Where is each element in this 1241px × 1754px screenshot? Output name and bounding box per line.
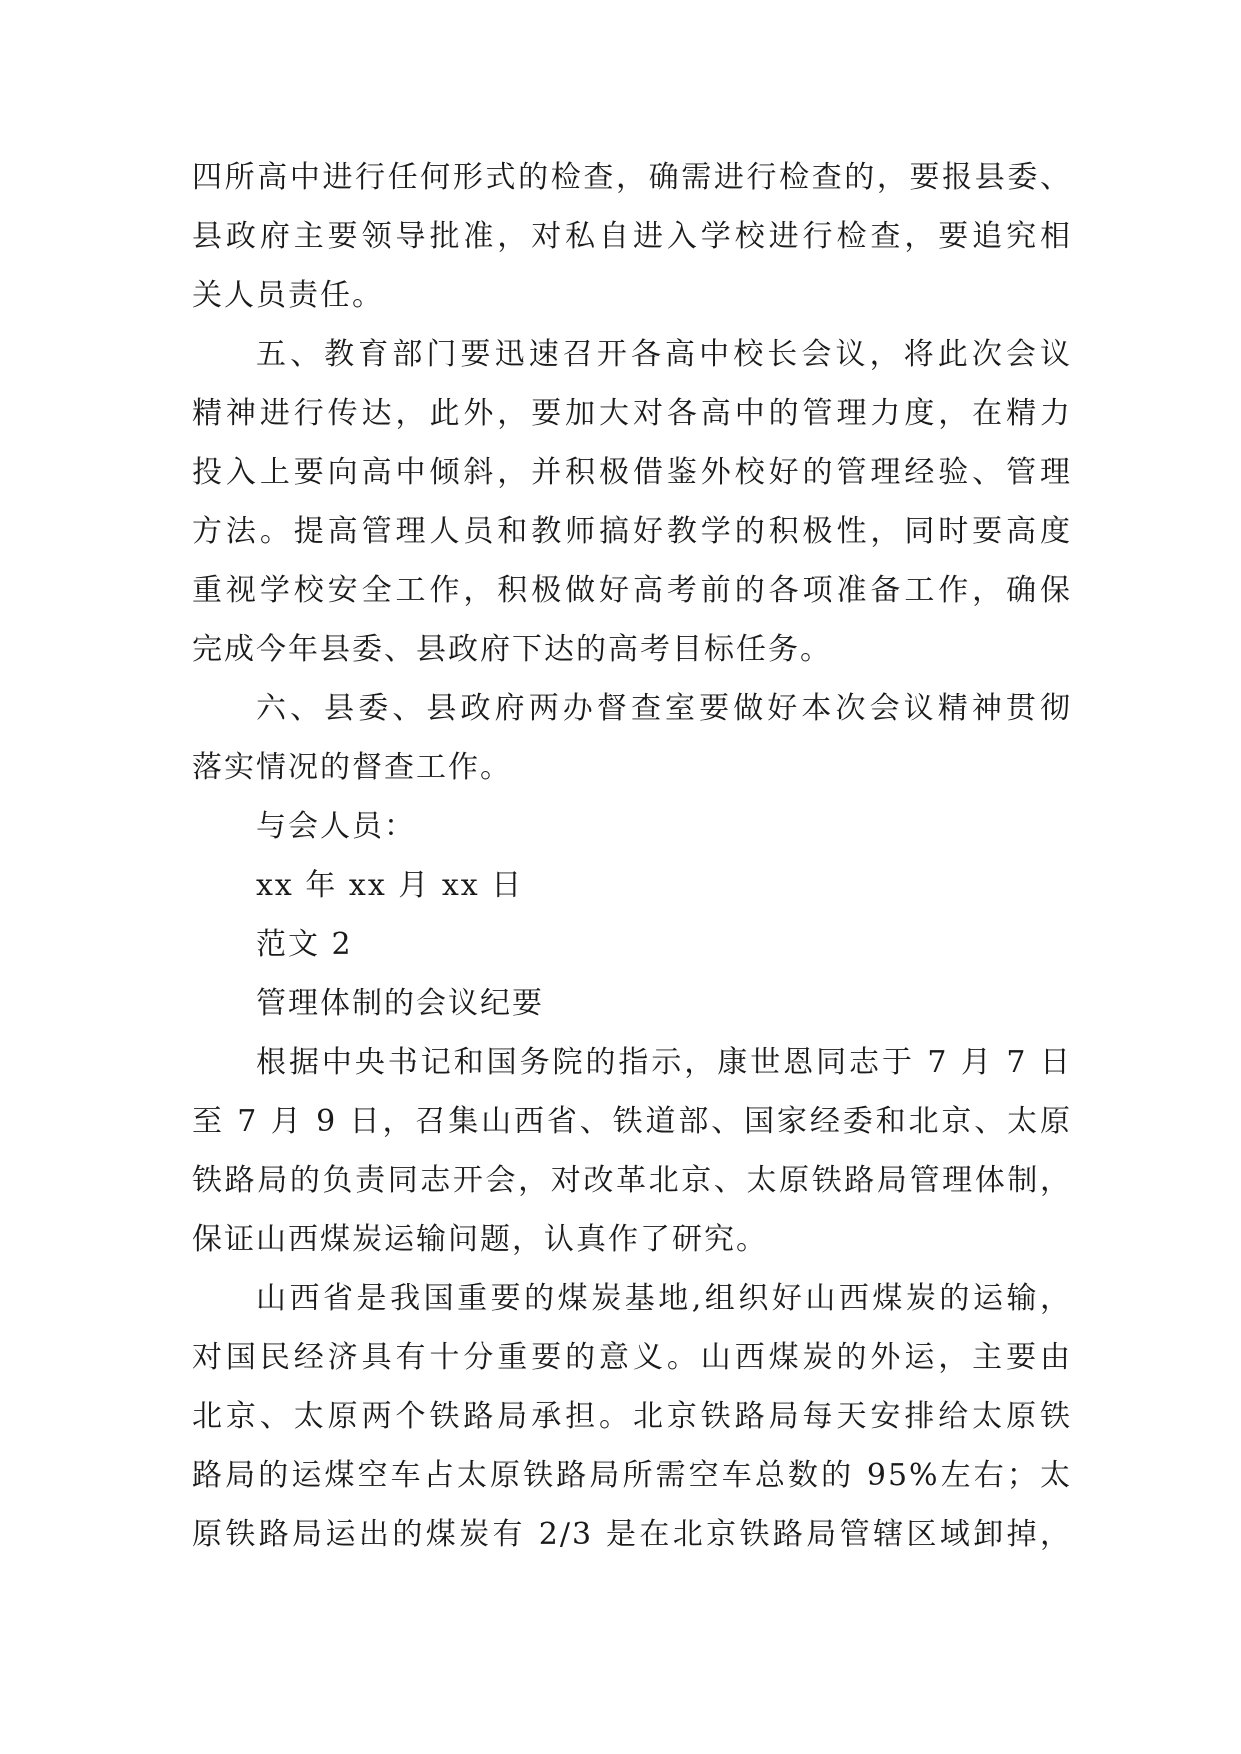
paragraph-meeting-intro [192,1033,1072,1269]
paragraph-sample-two [192,915,1072,974]
paragraph-attendees [192,797,1072,856]
text-line: 至 7 月 9 日，召集山西省、铁道部、国家经委和北京、太原 [192,1104,1072,1139]
text-line: 原铁路局运出的煤炭有 2/3 是在北京铁路局管辖区域卸掉， [192,1517,1072,1552]
text-line: 方法。提高管理人员和教师搞好教学的积极性，同时要高度 [192,514,1072,549]
text-line: 投入上要向高中倾斜，并积极借鉴外校好的管理经验、管理 [192,455,1072,490]
text-line: 保证山西煤炭运输问题，认真作了研究。 [192,1222,768,1257]
text-line: 精神进行传达，此外，要加大对各高中的管理力度，在精力 [192,396,1072,431]
paragraph-inspection [192,148,1072,325]
paragraph-item-five [192,325,1072,679]
paragraph-date [192,856,1072,915]
paragraph-subtitle [192,974,1072,1033]
paragraph-item-six [192,679,1072,797]
text-line: 路局的运煤空车占太原铁路局所需空车总数的 95%左右；太 [192,1458,1072,1493]
text-line: 铁路局的负责同志开会，对改革北京、太原铁路局管理体制， [192,1163,1072,1198]
text-line: xx 年 xx 月 xx 日 [256,868,524,903]
text-line: 五、教育部门要迅速召开各高中校长会议，将此次会议 [256,337,1072,372]
text-line: 对国民经济具有十分重要的意义。山西煤炭的外运，主要由 [192,1340,1072,1375]
text-line: 根据中央书记和国务院的指示，康世恩同志于 7 月 7 日 [256,1045,1072,1080]
text-line: 关人员责任。 [192,278,384,313]
text-line: 山西省是我国重要的煤炭基地,组织好山西煤炭的运输， [256,1281,1072,1316]
paragraph-shanxi-coal [192,1269,1072,1564]
text-line: 范文 2 [256,927,353,962]
text-line: 县政府主要领导批准，对私自进入学校进行检查，要追究相 [192,219,1072,254]
text-line: 四所高中进行任何形式的检查，确需进行检查的，要报县委、 [192,160,1072,195]
text-line: 落实情况的督查工作。 [192,750,512,785]
text-line: 完成今年县委、县政府下达的高考目标任务。 [192,632,832,667]
text-line: 六、县委、县政府两办督查室要做好本次会议精神贯彻 [256,691,1072,726]
text-line: 与会人员： [256,809,416,844]
text-line: 北京、太原两个铁路局承担。北京铁路局每天安排给太原铁 [192,1399,1072,1434]
text-line: 管理体制的会议纪要 [256,986,544,1021]
text-line: 重视学校安全工作，积极做好高考前的各项准备工作，确保 [192,573,1072,608]
document-body [192,148,1072,1564]
